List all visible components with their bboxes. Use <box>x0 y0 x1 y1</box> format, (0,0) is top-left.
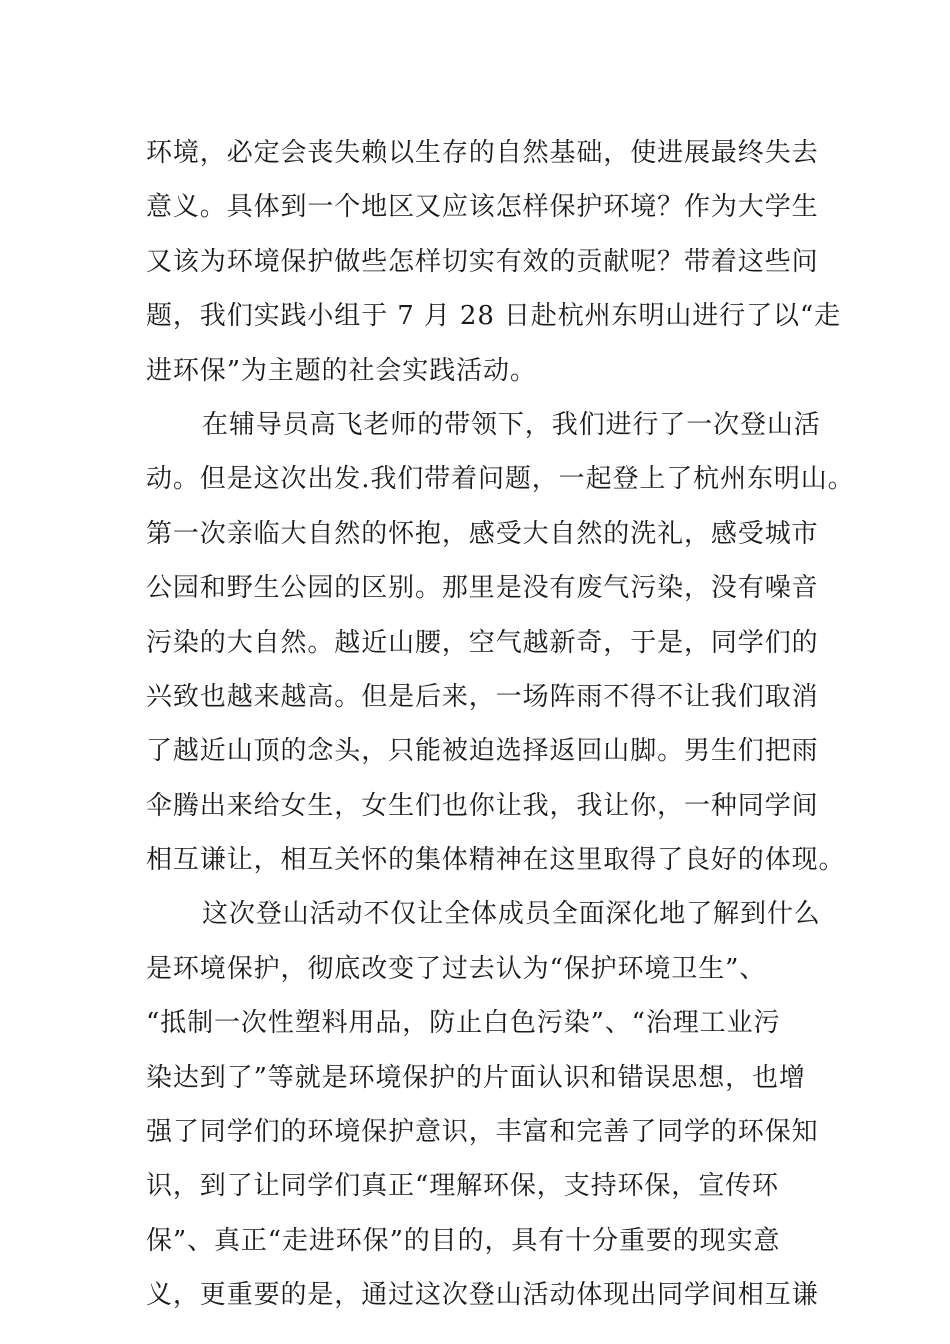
text-line: 进环保”为主题的社会实践活动。 <box>146 355 537 386</box>
text-line: 义，更重要的是，通过这次登山活动体现出同学间相互谦 <box>146 1280 819 1311</box>
text-line: 了越近山顶的念头，只能被迫选择返回山脚。男生们把雨 <box>146 736 819 767</box>
text-line: 兴致也越来越高。但是后来，一场阵雨不得不让我们取消 <box>146 681 819 712</box>
text-line: 意义。具体到一个地区又应该怎样保护环境？作为大学生 <box>146 192 819 223</box>
text-line: 识，到了让同学们真正“理解环保，支持环保，宣传环 <box>146 1171 779 1202</box>
paragraph-start-line: 在辅导员高飞老师的带领下，我们进行了一次登山活 <box>202 409 821 440</box>
text-line: 污染的大自然。越近山腰，空气越新奇，于是，同学们的 <box>146 627 819 658</box>
text-line: 题，我们实践小组于 7 月 28 日赴杭州东明山进行了以“走 <box>146 301 841 332</box>
text-line: 公园和野生公园的区别。那里是没有废气污染，没有噪音 <box>146 573 819 604</box>
text-line: 保”、真正“走进环保”的目的，具有十分重要的现实意 <box>146 1225 781 1256</box>
text-line: 是环境保护，彻底改变了过去认为“保护环境卫生”、 <box>146 953 767 984</box>
text-line: 又该为环境保护做些怎样切实有效的贡献呢？带着这些问 <box>146 246 819 277</box>
text-line: 相互谦让，相互关怀的集体精神在这里取得了良好的体现。 <box>146 845 846 876</box>
text-line: 第一次亲临大自然的怀抱，感受大自然的洗礼，感受城市 <box>146 518 819 549</box>
text-line: 染达到了”等就是环境保护的片面认识和错误思想，也增 <box>146 1062 806 1093</box>
text-line: “抵制一次性塑料用品，防止白色污染”、“治理工业污 <box>146 1008 781 1039</box>
body-text <box>146 126 855 1323</box>
text-line: 强了同学们的环境保护意识，丰富和完善了同学的环保知 <box>146 1117 819 1148</box>
paragraph-start-line: 这次登山活动不仅让全体成员全面深化地了解到什么 <box>202 899 821 930</box>
text-line: 伞腾出来给女生，女生们也你让我，我让你，一种同学间 <box>146 790 819 821</box>
text-line: 动。但是这次出发.我们带着问题，一起登上了杭州东明山。 <box>146 464 855 495</box>
text-line: 环境，必定会丧失赖以生存的自然基础，使进展最终失去 <box>146 138 819 168</box>
